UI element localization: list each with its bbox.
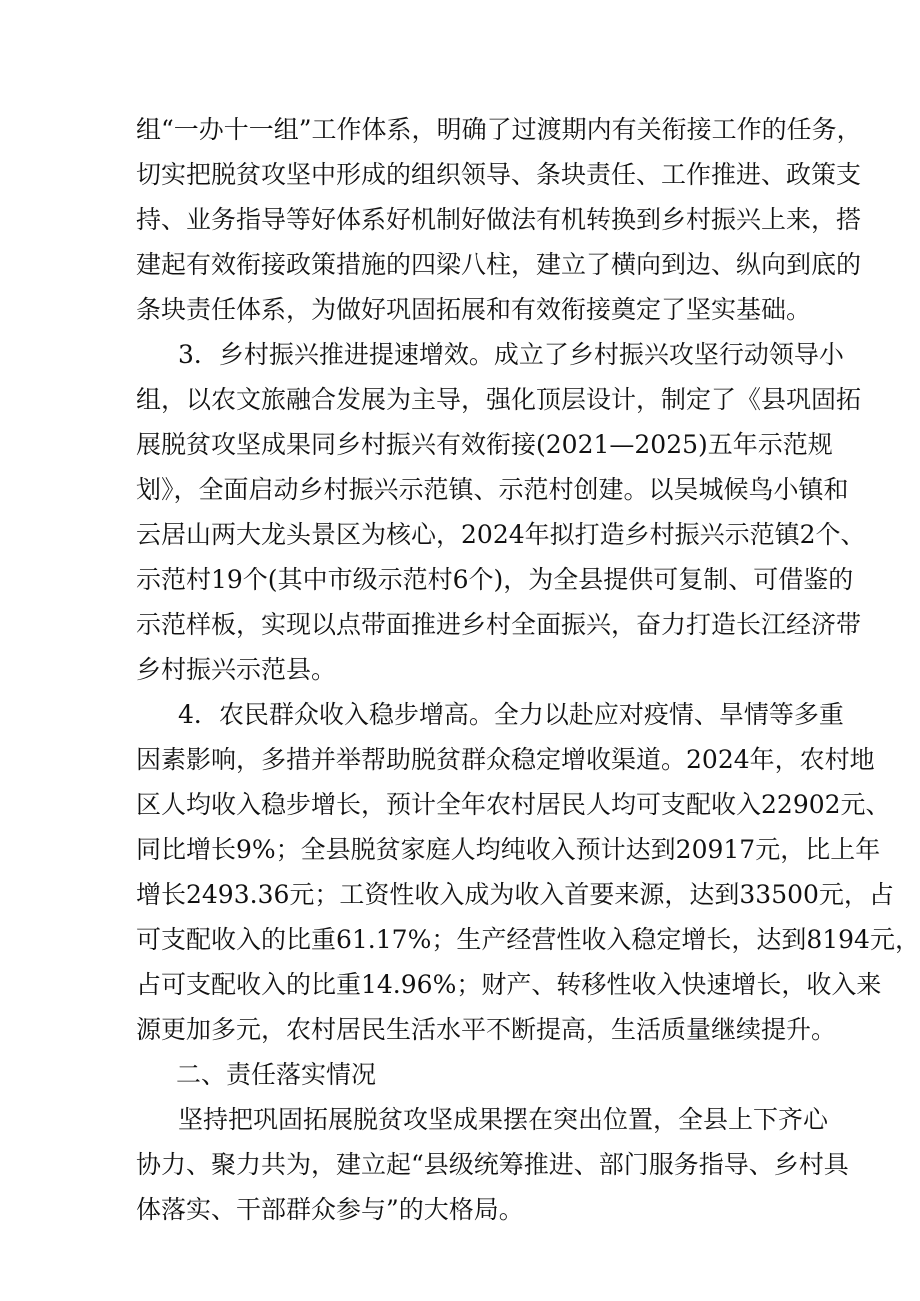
paragraph-line: 坚持把巩固拓展脱贫攻坚成果摆在突出位置，全县上下齐心 xyxy=(178,1105,829,1134)
paragraph-line: 云居山两大龙头景区为核心，2024年拟打造乡村振兴示范镇2个、 xyxy=(136,520,866,549)
paragraph-line: 乡村振兴示范县。 xyxy=(136,655,337,684)
paragraph-line: 4．农民群众收入稳步增高。全力以赴应对疫情、旱情等多重 xyxy=(178,700,844,729)
paragraph-line: 切实把脱贫攻坚中形成的组织领导、条块责任、工作推进、政策支 xyxy=(136,160,862,189)
paragraph-line: 区人均收入稳步增长，预计全年农村居民人均可支配收入22902元、 xyxy=(136,790,891,819)
paragraph-line: 源更加多元，农村居民生活水平不断提高，生活质量继续提升。 xyxy=(136,1015,837,1044)
paragraph-line: 同比增长9%；全县脱贫家庭人均纯收入预计达到20917元，比上年 xyxy=(136,835,881,864)
paragraph-line: 展脱贫攻坚成果同乡村振兴有效衔接(2021—2025)五年示范规 xyxy=(136,430,833,459)
paragraph-line: 3．乡村振兴推进提速增效。成立了乡村振兴攻坚行动领导小 xyxy=(178,340,844,369)
paragraph-line: 示范村19个(其中市级示范村6个)，为全县提供可复制、可借鉴的 xyxy=(136,565,854,594)
paragraph-line: 增长2493.36元；工资性收入成为收入首要来源，达到33500元，占 xyxy=(136,880,894,909)
paragraph-line: 占可支配收入的比重14.96%；财产、转移性收入快速增长，收入来 xyxy=(136,970,882,999)
paragraph-line: 协力、聚力共为，建立起“县级统筹推进、部门服务指导、乡村具 xyxy=(136,1150,849,1179)
paragraph-line: 组，以农文旅融合发展为主导，强化顶层设计，制定了《县巩固拓 xyxy=(136,385,862,414)
paragraph-line: 体落实、干部群众参与”的大格局。 xyxy=(136,1195,524,1224)
paragraph-line: 可支配收入的比重61.17%；生产经营性收入稳定增长，达到8194元， xyxy=(136,925,920,954)
paragraph-line: 划》，全面启动乡村振兴示范镇、示范村创建。以吴城候鸟小镇和 xyxy=(136,475,849,504)
paragraph-line: 持、业务指导等好体系好机制好做法有机转换到乡村振兴上来，搭 xyxy=(136,205,862,234)
paragraph-line: 因素影响，多措并举帮助脱贫群众稳定增收渠道。2024年，农村地 xyxy=(136,745,875,774)
paragraph-line: 建起有效衔接政策措施的四梁八柱，建立了横向到边、纵向到底的 xyxy=(136,250,862,279)
paragraph-line: 示范样板，实现以点带面推进乡村全面振兴，奋力打造长江经济带 xyxy=(136,610,862,639)
paragraph-line: 条块责任体系，为做好巩固拓展和有效衔接奠定了坚实基础。 xyxy=(136,295,812,324)
paragraph-line: 组“一办十一组”工作体系，明确了过渡期内有关衔接工作的任务， xyxy=(136,115,862,144)
section-heading: 二、责任落实情况 xyxy=(176,1060,377,1089)
